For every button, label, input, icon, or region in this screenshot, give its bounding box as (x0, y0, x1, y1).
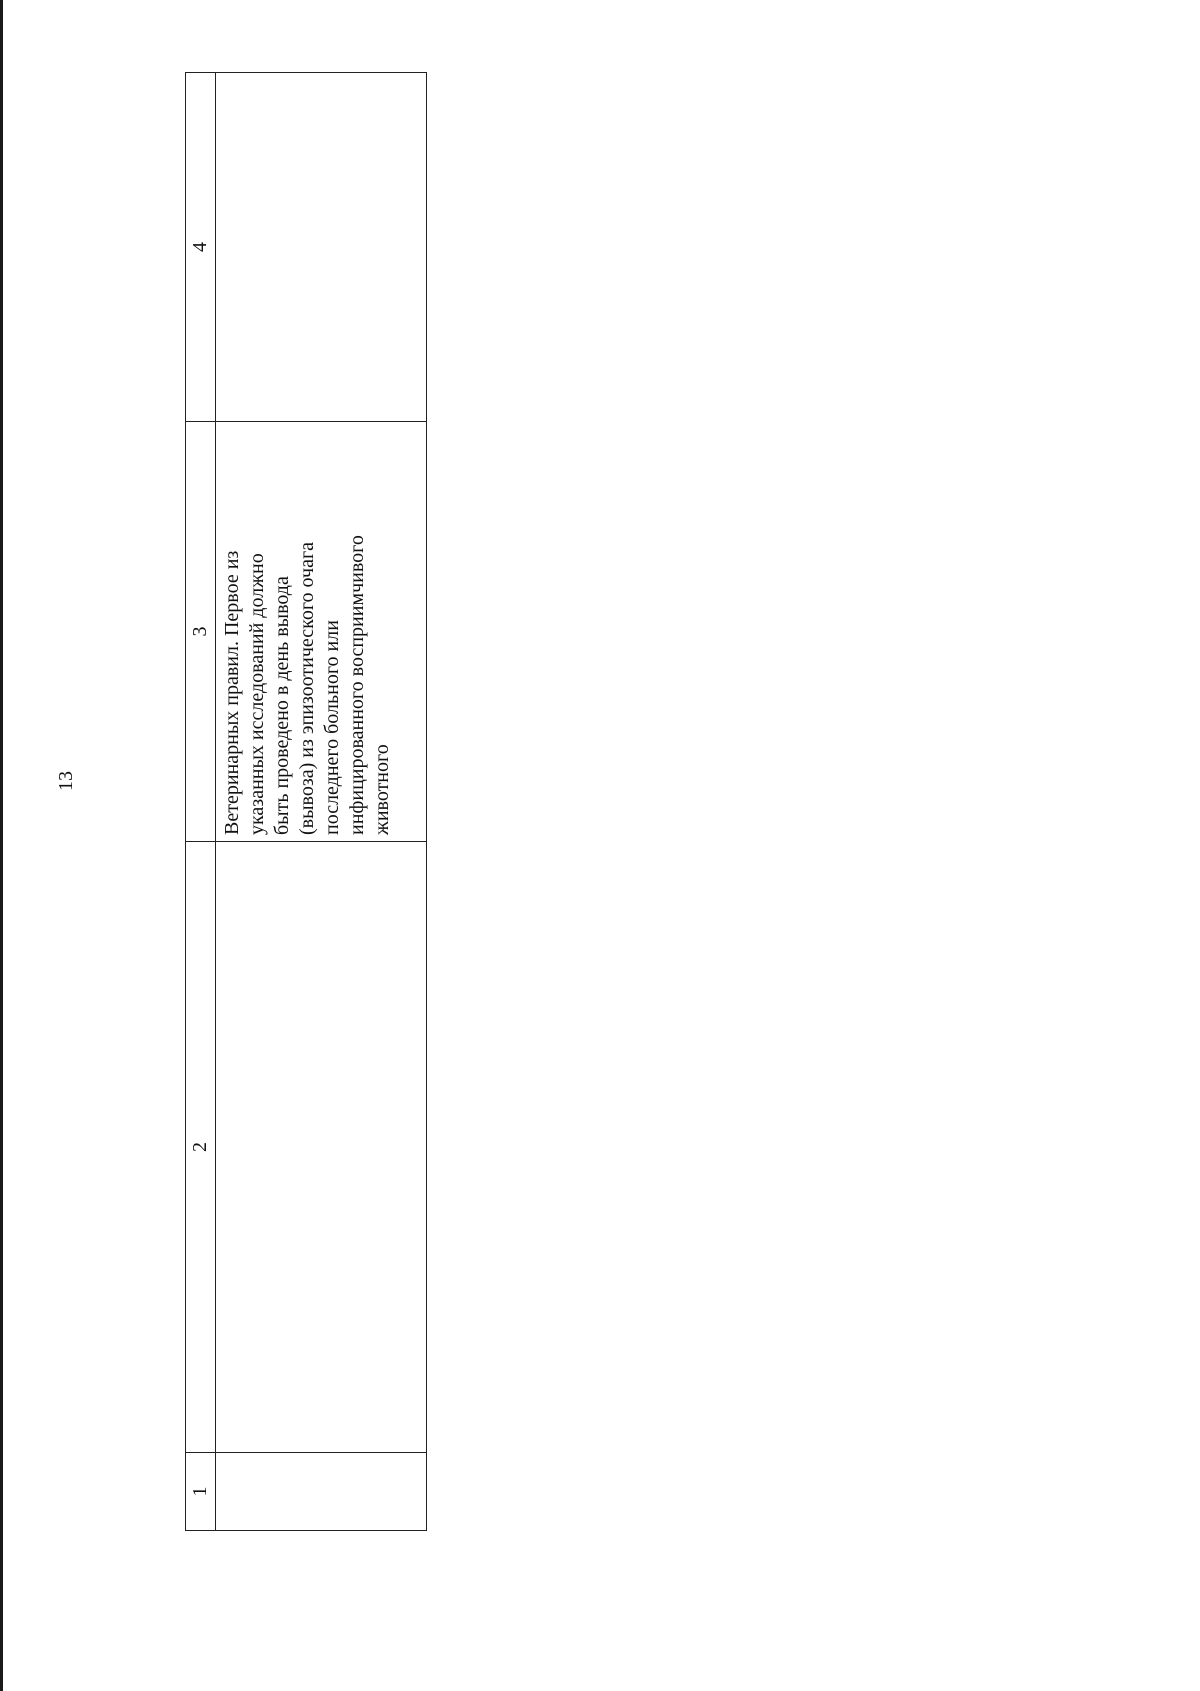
text-line: быть проведено в день вывода (271, 576, 293, 835)
text-line: животного (371, 744, 393, 835)
header-cell-3: 3 (186, 422, 216, 842)
document-table (185, 72, 427, 1531)
cell-col3 (216, 422, 427, 842)
text-line: последнего больного или (321, 620, 343, 835)
table-header-row (186, 73, 216, 1531)
header-cell-2: 2 (186, 842, 216, 1453)
page-number: 13 (55, 771, 77, 791)
cell-col4 (216, 73, 427, 422)
header-cell-4: 4 (186, 73, 216, 422)
cell-col2 (216, 842, 427, 1453)
text-line: Ветеринарных правил. Первое из (221, 550, 243, 835)
table-row (216, 73, 427, 1531)
cell-col1 (216, 1453, 427, 1531)
text-line: указанных исследований должно (246, 553, 268, 835)
text-line: (вывоза) из эпизоотического очага (296, 541, 318, 835)
text-line: инфицированного восприимчивого (346, 535, 368, 835)
header-cell-1: 1 (186, 1453, 216, 1531)
cell-col3-text (216, 422, 395, 841)
